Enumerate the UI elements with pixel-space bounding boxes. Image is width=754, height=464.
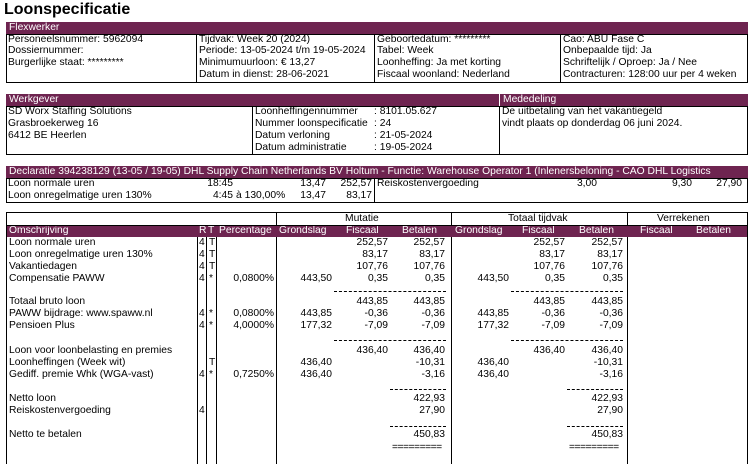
cell-betalen: -10,31 xyxy=(415,357,445,368)
cell-omschrijving: PAWW bijdrage: www.spaww.nl xyxy=(9,308,153,319)
cell-betalen: 450,83 xyxy=(413,429,445,440)
decl-reiskosten-amount: 27,90 xyxy=(716,178,742,189)
cell-betalen: -7,09 xyxy=(421,320,445,331)
burgerlijke-staat: Burgerlijke staat: ********* xyxy=(8,57,124,68)
col-fiscaal-verrekenen: Fiscaal xyxy=(640,225,673,236)
decl-row-time: 18:45 xyxy=(207,178,233,189)
cell-fiscaal-totaal: 436,40 xyxy=(533,345,565,356)
tijdvak: Tijdvak: Week 20 (2024) xyxy=(199,34,311,45)
datum-verloning-label: Datum verloning xyxy=(255,130,330,141)
decl-reiskosten-label: Reiskostenvergoeding xyxy=(377,178,479,189)
cell-betalen: -0,36 xyxy=(421,308,445,319)
cell-grondslag-totaal: 443,85 xyxy=(477,308,509,319)
cell-omschrijving: Loon normale uren xyxy=(9,237,96,248)
double-underline-totaal: ========= xyxy=(569,442,619,453)
onbepaalde-tijd: Onbepaalde tijd: Ja xyxy=(563,45,652,56)
cell-fiscaal-totaal: 0,35 xyxy=(544,273,565,284)
cell-betalen-totaal: 27,90 xyxy=(597,405,623,416)
cell-grondslag-totaal: 177,32 xyxy=(477,320,509,331)
group-totaal: Totaal tijdvak xyxy=(508,213,568,224)
cell-percentage: 4,0000% xyxy=(233,320,274,331)
cell-betalen-totaal: 107,76 xyxy=(591,261,623,272)
werkgever-street: Grasbroekerweg 16 xyxy=(8,118,99,129)
cell-betalen-totaal: 0,35 xyxy=(602,273,623,284)
group-mutatie: Mutatie xyxy=(345,213,379,224)
decl-row-rate: 13,47 xyxy=(300,190,326,201)
cell-fiscaal: 83,17 xyxy=(362,249,388,260)
cell-t: * xyxy=(209,308,214,319)
cell-t: T xyxy=(209,261,216,272)
decl-row-label: Loon onregelmatige uren 130% xyxy=(8,190,152,201)
cell-omschrijving: Netto loon xyxy=(9,393,56,404)
dossiernummer: Dossiernummer: xyxy=(8,45,84,56)
cell-betalen-totaal: -7,09 xyxy=(599,320,623,331)
col-fiscaal-totaal: Fiscaal xyxy=(522,225,555,236)
cell-omschrijving: Loon onregelmatige uren 130% xyxy=(9,249,153,260)
cell-betalen: 436,40 xyxy=(413,345,445,356)
cell-t: * xyxy=(209,369,214,380)
cell-omschrijving: Netto te betalen xyxy=(9,429,82,440)
cell-fiscaal: 443,85 xyxy=(356,296,388,307)
declaratie-header: Declaratie 394238129 (13-05 / 19-05) DHL Supply Chain Netherlands BV Holtum - Functie: Warehouse Operator 1 (Inlenersbeloning - CAO DHL Logistics xyxy=(6,166,748,178)
cell-r: 4 xyxy=(199,369,205,380)
group-verrekenen: Verrekenen xyxy=(657,213,710,224)
cell-betalen-totaal: -10,31 xyxy=(593,357,623,368)
cell-betalen-totaal: 450,83 xyxy=(591,429,623,440)
cell-betalen: 107,76 xyxy=(413,261,445,272)
cell-fiscaal-totaal: 83,17 xyxy=(539,249,565,260)
decl-row-label: Loon normale uren xyxy=(8,178,95,189)
cell-grondslag: 436,40 xyxy=(300,357,332,368)
cell-fiscaal: -7,09 xyxy=(364,320,388,331)
cell-betalen-totaal: 422,93 xyxy=(591,393,623,404)
cell-grondslag: 443,50 xyxy=(300,273,332,284)
cell-fiscaal-totaal: -0,36 xyxy=(541,308,565,319)
nummer-loonspecificatie-label: Nummer loonspecificatie xyxy=(255,118,368,129)
loonheffingennummer-label: Loonheffingennummer xyxy=(255,106,358,117)
cell-t: T xyxy=(209,249,216,260)
cell-betalen-totaal: 436,40 xyxy=(591,345,623,356)
cell-betalen-totaal: 252,57 xyxy=(591,237,623,248)
tabel: Tabel: Week xyxy=(377,45,434,56)
cell-grondslag-totaal: 436,40 xyxy=(477,357,509,368)
cell-r: 4 xyxy=(199,273,205,284)
contracturen: Contracturen: 128:00 uur per 4 weken xyxy=(563,69,737,80)
cell-betalen-totaal: 83,17 xyxy=(597,249,623,260)
double-underline-mutatie: ========= xyxy=(392,442,442,453)
cell-betalen: 83,17 xyxy=(419,249,445,260)
cell-grondslag: 443,85 xyxy=(300,308,332,319)
cell-betalen-totaal: 443,85 xyxy=(591,296,623,307)
col-grondslag: Grondslag xyxy=(279,225,327,236)
cell-fiscaal: -0,36 xyxy=(364,308,388,319)
cell-r: 4 xyxy=(199,237,205,248)
cell-omschrijving: Compensatie PAWW xyxy=(9,273,105,284)
mededeling-header: Mededeling xyxy=(500,94,748,106)
mededeling-line-1: De uitbetaling van het vakantiegeld xyxy=(502,106,663,117)
col-betalen-verrekenen: Betalen xyxy=(696,225,731,236)
col-omschrijving: Omschrijving xyxy=(9,225,69,236)
flexwerker-header: Flexwerker xyxy=(6,22,748,34)
nummer-loonspecificatie-value: : 24 xyxy=(374,118,392,129)
decl-row-rate: 13,47 xyxy=(300,178,326,189)
cell-percentage: 0,0800% xyxy=(233,308,274,319)
cell-betalen-totaal: -3,16 xyxy=(599,369,623,380)
cell-fiscaal-totaal: 252,57 xyxy=(533,237,565,248)
cell-r: 4 xyxy=(199,249,205,260)
col-percentage: Percentage xyxy=(219,225,272,236)
cell-betalen: 27,90 xyxy=(419,405,445,416)
cell-fiscaal-totaal: -7,09 xyxy=(541,320,565,331)
cell-fiscaal-totaal: 443,85 xyxy=(533,296,565,307)
loonheffingennummer-value: : 8101.05.627 xyxy=(374,106,437,117)
datum-in-dienst: Datum in dienst: 28-06-2021 xyxy=(199,69,329,80)
loonheffing: Loonheffing: Ja met korting xyxy=(377,57,502,68)
cell-fiscaal: 0,35 xyxy=(367,273,388,284)
cell-omschrijving: Totaal bruto loon xyxy=(9,296,86,307)
cell-grondslag: 436,40 xyxy=(300,369,332,380)
werkgever-name: SD Worx Staffing Solutions xyxy=(8,106,132,117)
col-r: R xyxy=(199,225,207,236)
cell-percentage: 0,0800% xyxy=(233,273,274,284)
cell-t: T xyxy=(209,357,216,368)
schriftelijk-oproep: Schriftelijk / Oproep: Ja / Nee xyxy=(563,57,697,68)
decl-row-amount: 83,17 xyxy=(346,190,372,201)
cell-betalen: 252,57 xyxy=(413,237,445,248)
cell-grondslag: 177,32 xyxy=(300,320,332,331)
col-fiscaal: Fiscaal xyxy=(346,225,379,236)
cell-fiscaal-totaal: 107,76 xyxy=(533,261,565,272)
cell-t: T xyxy=(209,237,216,248)
col-t: T xyxy=(208,225,215,236)
page-title: Loonspecificatie xyxy=(4,1,131,18)
geboortedatum: Geboortedatum: ********* xyxy=(377,34,491,45)
cell-fiscaal: 107,76 xyxy=(356,261,388,272)
cell-r: 4 xyxy=(199,320,205,331)
cell-omschrijving: Pensioen Plus xyxy=(9,320,75,331)
cell-betalen: 0,35 xyxy=(424,273,445,284)
fiscaal-woonland: Fiscaal woonland: Nederland xyxy=(377,69,510,80)
cell-betalen: -3,16 xyxy=(421,369,445,380)
datum-verloning-value: : 21-05-2024 xyxy=(374,130,433,141)
cell-fiscaal: 436,40 xyxy=(356,345,388,356)
cell-r: 4 xyxy=(199,405,205,416)
decl-reiskosten-rate: 9,30 xyxy=(671,178,692,189)
cell-grondslag-totaal: 436,40 xyxy=(477,369,509,380)
werkgever-header: Werkgever xyxy=(6,94,499,106)
cell-omschrijving: Vakantiedagen xyxy=(9,261,77,272)
cell-t: * xyxy=(209,320,214,331)
cell-betalen-totaal: -0,36 xyxy=(599,308,623,319)
cell-betalen: 443,85 xyxy=(413,296,445,307)
col-grondslag-totaal: Grondslag xyxy=(455,225,503,236)
col-betalen-totaal: Betalen xyxy=(579,225,614,236)
cell-fiscaal: 252,57 xyxy=(356,237,388,248)
cell-omschrijving: Loon voor loonbelasting en premies xyxy=(9,345,173,356)
datum-administratie-label: Datum administratie xyxy=(255,142,347,153)
cell-r: 4 xyxy=(199,308,205,319)
cell-t: * xyxy=(209,273,214,284)
cell-r: 4 xyxy=(199,261,205,272)
datum-administratie-value: : 19-05-2024 xyxy=(374,142,433,153)
cell-betalen: 422,93 xyxy=(413,393,445,404)
werkgever-city: 6412 BE Heerlen xyxy=(8,130,87,141)
decl-row-time: 4:45 xyxy=(212,190,233,201)
cell-percentage: 0,7250% xyxy=(233,369,274,380)
personeelsnummer: Personeelsnummer: 5962094 xyxy=(8,34,144,45)
cell-grondslag-totaal: 443,50 xyxy=(477,273,509,284)
col-betalen: Betalen xyxy=(402,225,437,236)
periode: Periode: 13-05-2024 t/m 19-05-2024 xyxy=(199,45,366,56)
mededeling-line-2: vindt plaats op donderdag 06 juni 2024. xyxy=(502,118,683,129)
decl-row-pct: à 130,00% xyxy=(236,190,286,201)
decl-row-amount: 252,57 xyxy=(340,178,372,189)
decl-reiskosten-qty: 3,00 xyxy=(576,178,597,189)
cell-omschrijving: Gediff. premie Whk (WGA-vast) xyxy=(9,369,154,380)
cao: Cao: ABU Fase C xyxy=(563,34,645,45)
minimumuurloon: Minimumuurloon: € 13,27 xyxy=(199,57,316,68)
cell-omschrijving: Loonheffingen (Week wit) xyxy=(9,357,126,368)
cell-omschrijving: Reiskostenvergoeding xyxy=(9,405,111,416)
